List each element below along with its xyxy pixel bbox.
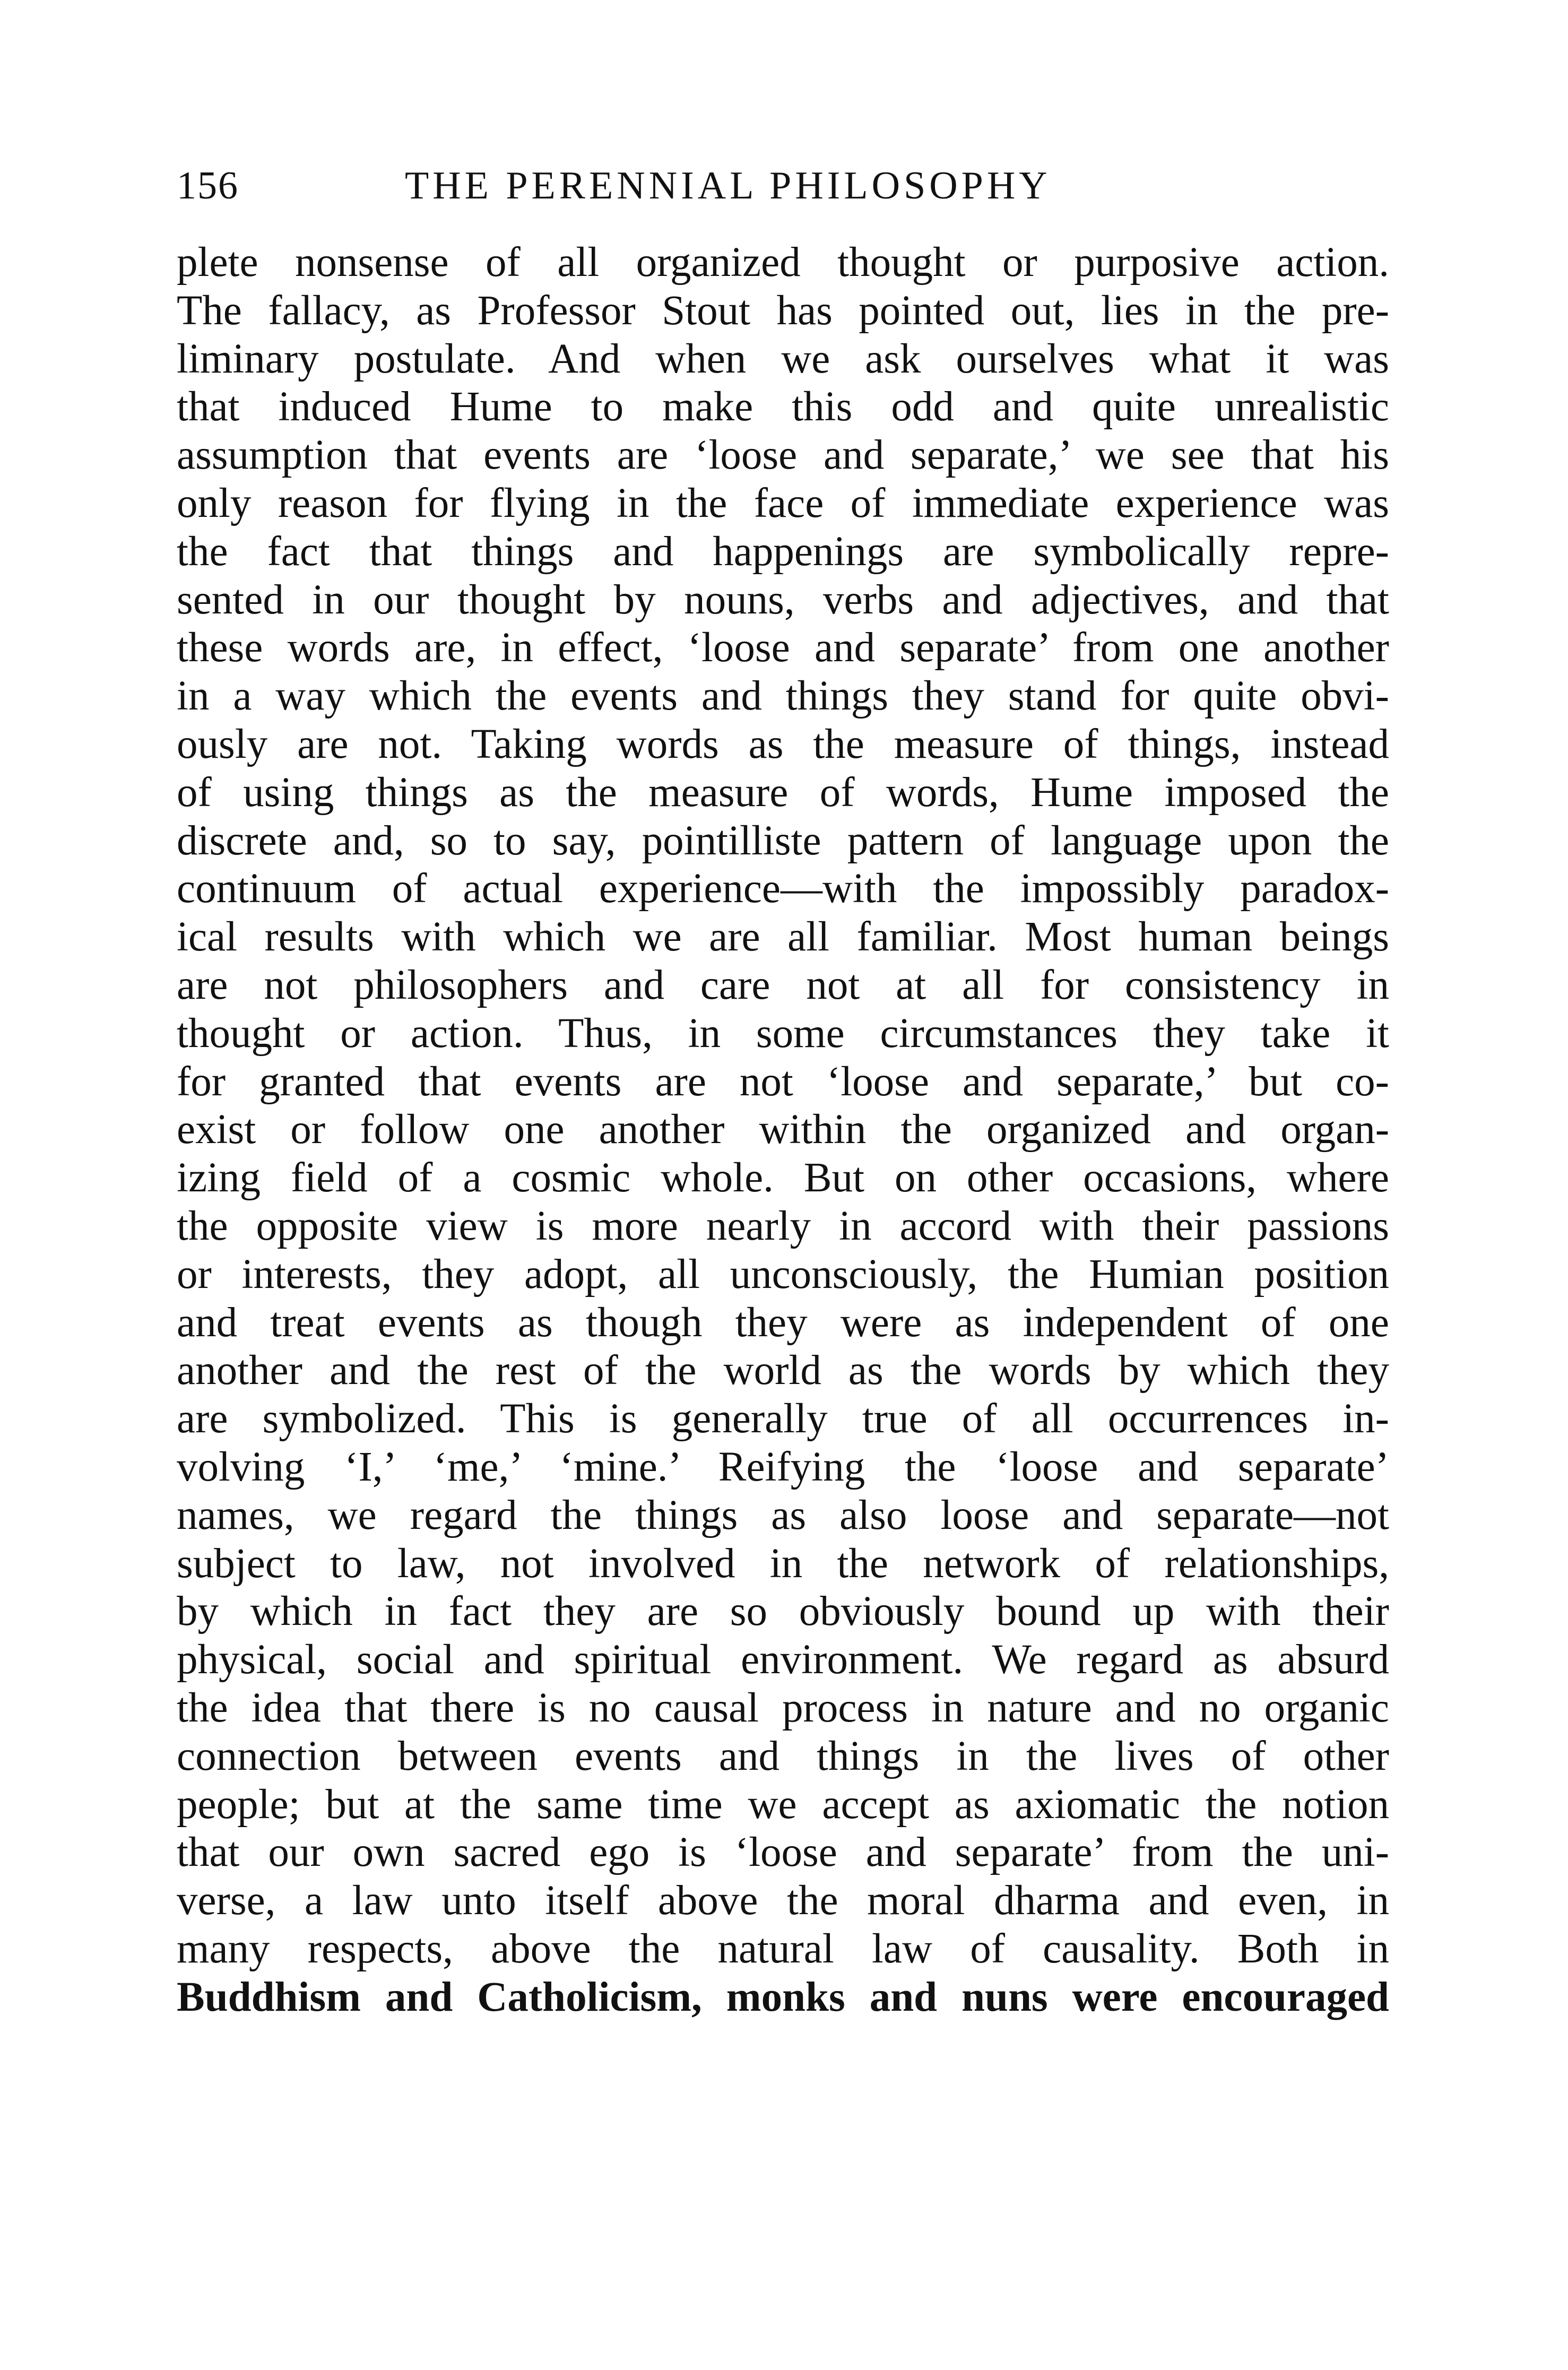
text-line: Buddhism and Catholicism, monks and nuns were encouraged: [177, 1974, 1389, 2020]
text-line: connection between events and things in the lives of other: [177, 1733, 1389, 1779]
text-line: only reason for flying in the face of immediate experience was: [177, 480, 1389, 526]
running-head: [177, 159, 1389, 223]
text-line: plete nonsense of all organized thought or purposive action.: [177, 239, 1389, 286]
text-line: ously are not. Taking words as the measure of things, instead: [177, 721, 1389, 767]
text-line: volving ‘I,’ ‘me,’ ‘mine.’ Reifying the ‘loose and separate’: [177, 1443, 1389, 1490]
text-line: exist or follow one another within the organized and organ-: [177, 1106, 1389, 1153]
text-line: physical, social and spiritual environment. We regard as absurd: [177, 1637, 1389, 1683]
text-line: in a way which the events and things they stand for quite obvi-: [177, 673, 1389, 720]
text-line: of using things as the measure of words, Hume imposed the: [177, 769, 1389, 816]
text-line: the idea that there is no causal process in nature and no organic: [177, 1684, 1389, 1731]
text-line: by which in fact they are so obviously bound up with their: [177, 1588, 1389, 1635]
text-line: liminary postulate. And when we ask ourselves what it was: [177, 335, 1389, 382]
text-line: verse, a law unto itself above the moral dharma and even, in: [177, 1878, 1389, 1924]
text-line: subject to law, not involved in the network of relationships,: [177, 1540, 1389, 1587]
text-line: thought or action. Thus, in some circumstances they take it: [177, 1010, 1389, 1057]
text-line: names, we regard the things as also loose and separate—not: [177, 1492, 1389, 1538]
text-line: people; but at the same time we accept as axiomatic the notion: [177, 1781, 1389, 1828]
text-line: assumption that events are ‘loose and separate,’ we see that his: [177, 432, 1389, 479]
text-line: and treat events as though they were as independent of one: [177, 1299, 1389, 1346]
text-line: discrete and, so to say, pointilliste pattern of language upon the: [177, 817, 1389, 864]
text-line: that our own sacred ego is ‘loose and separate’ from the uni-: [177, 1829, 1389, 1876]
page-number: 156: [177, 164, 239, 207]
text-line: or interests, they adopt, all unconsciously, the Humian position: [177, 1251, 1389, 1298]
running-title: THE PERENNIAL PHILOSOPHY: [405, 164, 1051, 207]
body-text: [177, 239, 1389, 2021]
text-line: another and the rest of the world as the words by which they: [177, 1347, 1389, 1394]
text-line: sented in our thought by nouns, verbs and adjectives, and that: [177, 576, 1389, 623]
text-line: these words are, in effect, ‘loose and separate’ from one another: [177, 625, 1389, 671]
text-line: the fact that things and happenings are symbolically repre-: [177, 528, 1389, 575]
text-line: many respects, above the natural law of causality. Both in: [177, 1925, 1389, 1972]
text-line: for granted that events are not ‘loose and separate,’ but co-: [177, 1058, 1389, 1105]
text-line: that induced Hume to make this odd and quite unrealistic: [177, 384, 1389, 430]
text-line: izing field of a cosmic whole. But on other occasions, where: [177, 1155, 1389, 1201]
text-line: ical results with which we are all familiar. Most human beings: [177, 914, 1389, 961]
text-line: continuum of actual experience—with the impossibly paradox-: [177, 866, 1389, 912]
text-line: The fallacy, as Professor Stout has pointed out, lies in the pre-: [177, 287, 1389, 334]
text-line: the opposite view is more nearly in accord with their passions: [177, 1203, 1389, 1249]
text-line: are not philosophers and care not at all for consistency in: [177, 962, 1389, 1008]
text-line: are symbolized. This is generally true of all occurrences in-: [177, 1396, 1389, 1442]
